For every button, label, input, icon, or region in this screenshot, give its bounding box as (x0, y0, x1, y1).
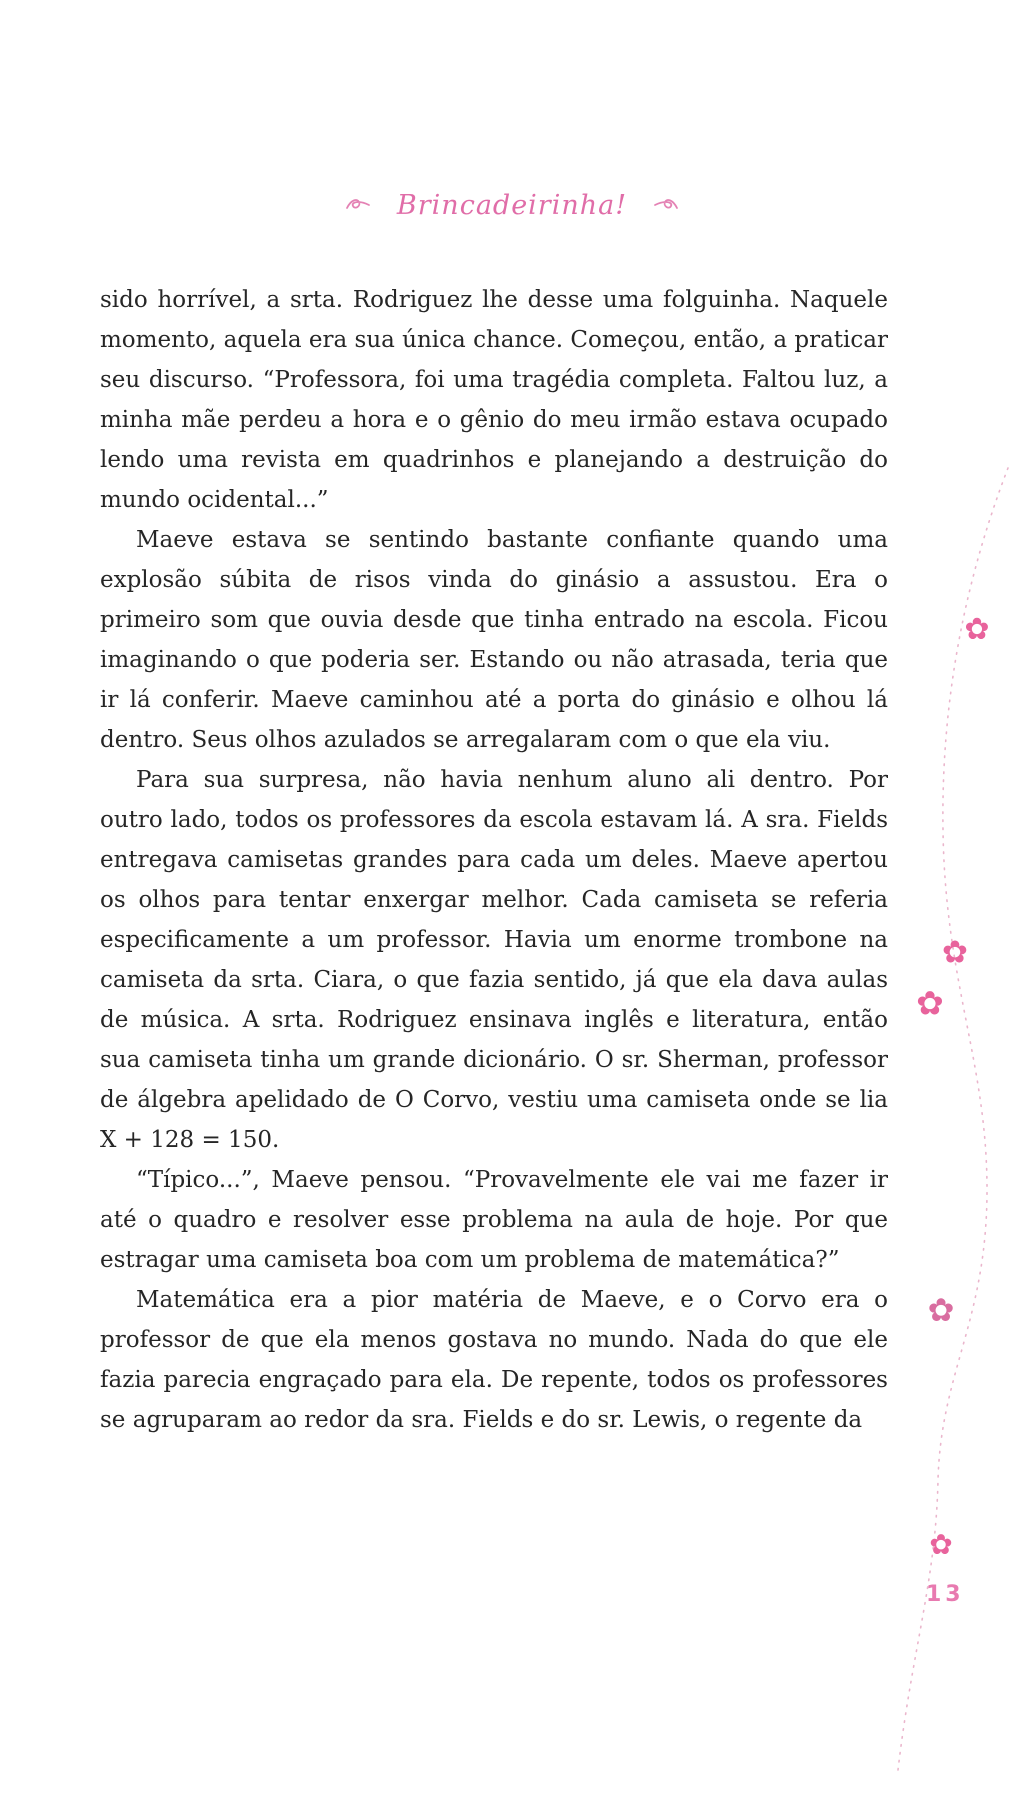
flower-icon: ✿ (964, 612, 990, 647)
paragraph: Matemática era a pior matéria de Maeve, e o Corvo era o professor de que ela menos gostava no mundo. Nada do que ele fazia parecia engraçado para ela. De repente, todos os professores se agruparam ao redor da sra. Fields e do sr. Lewis, o regente da (100, 1287, 888, 1433)
paragraph: “Típico...”, Maeve pensou. “Provavelmente ele vai me fazer ir até o quadro e resolver esse problema na aula de hoje. Por que estragar uma camiseta boa com um problema de matemática?” (100, 1167, 888, 1273)
text-column (100, 280, 888, 1440)
paragraph: Para sua surpresa, não havia nenhum aluno ali dentro. Por outro lado, todos os professores da escola estavam lá. A sra. Fields entregava camisetas grandes para cada um deles. Maeve apertou os olhos para tentar enxergar melhor. Cada camiseta se referia especificamente a um professor. Havia um enorme trombone na camiseta da srta. Ciara, o que fazia sentido, já que ela dava aulas de música. A srta. Rodriguez ensinava inglês e literatura, então sua camiseta tinha um grande dicionário. O sr. Sherman, professor de álgebra apelidado de O Corvo, vestiu uma camiseta onde se lia X + 128 = 150. (100, 767, 888, 1153)
flower-icon: ✿ (942, 934, 968, 971)
flower-icon: ✿ (929, 1528, 953, 1561)
paragraph: sido horrível, a srta. Rodriguez lhe desse uma folguinha. Naquele momento, aquela era sua única chance. Começou, então, a praticar seu discurso. “Professora, foi uma tragédia completa. Faltou luz, a minha mãe perdeu a hora e o gênio do meu irmão estava ocupado lendo uma revista em quadrinhos e planejando a destruição do mundo ocidental...” (100, 287, 888, 513)
flourish-right-icon (653, 196, 679, 216)
paragraph: Maeve estava se sentindo bastante confiante quando uma explosão súbita de risos vinda do ginásio a assustou. Era o primeiro som que ouvia desde que tinha entrado na escola. Ficou imaginando o que poderia ser. Estando ou não atrasada, teria que ir lá conferir. Maeve caminhou até a porta do ginásio e olhou lá dentro. Seus olhos azulados se arregalaram com o que ela viu. (100, 527, 888, 753)
running-head (0, 190, 1024, 221)
flourish-left-icon (345, 196, 371, 216)
page-title: Brincadeirinha! (396, 190, 628, 221)
flower-icon: ✿ (916, 983, 944, 1023)
flower-icon: ✿ (927, 1291, 955, 1329)
page-number: 13 (926, 1582, 965, 1607)
